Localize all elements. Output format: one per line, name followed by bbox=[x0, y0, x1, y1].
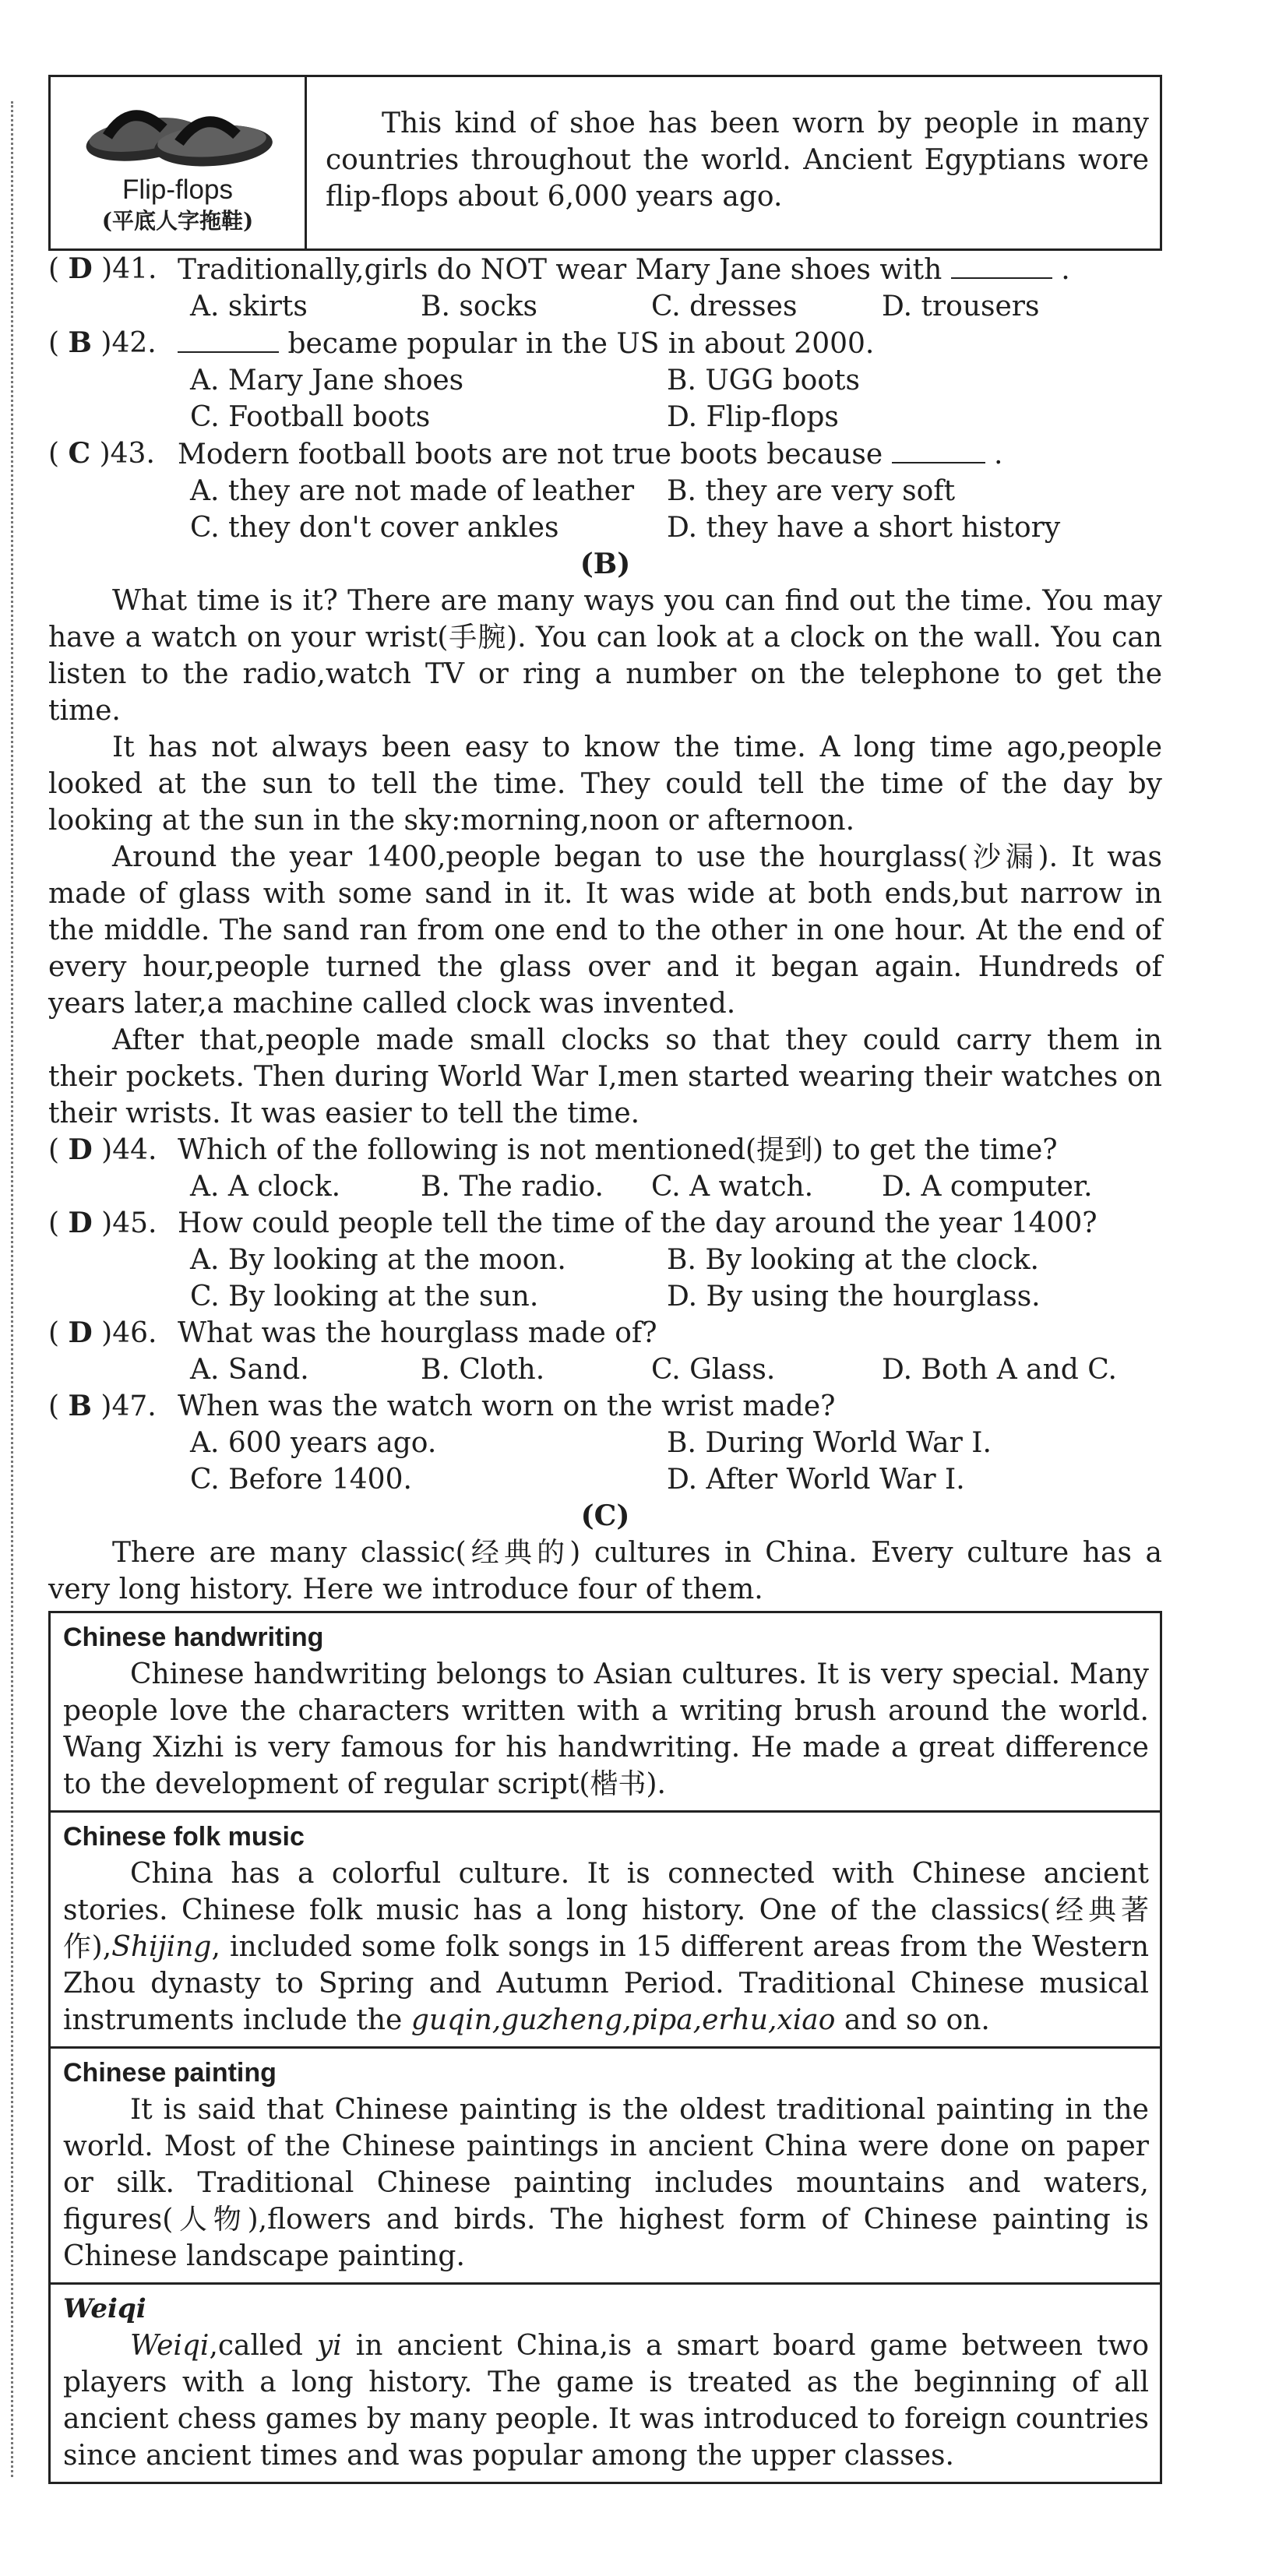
answer-bracket: ( D )46. bbox=[48, 1316, 157, 1349]
option: A. Mary Jane shoes bbox=[190, 365, 464, 396]
question-stem: Which of the following is not mentioned(提到) to get the time? bbox=[178, 1134, 1058, 1166]
worksheet-page bbox=[48, 75, 1162, 2484]
answer-bracket: ( B )42. bbox=[48, 326, 157, 359]
section-c-title: (C) bbox=[580, 1499, 630, 1532]
culture-text bbox=[63, 1855, 1149, 2039]
option: D. trousers bbox=[882, 291, 1040, 322]
question-45 bbox=[48, 1205, 1162, 1242]
question-number: 45 bbox=[112, 1207, 149, 1239]
text-run: in ancient China,is a smart board game between two players with a long history. The game is treated as the beginning of all ancient chess games by many people. It was introduced to foreign countries since ancient times and was popular among the upper classes. bbox=[63, 2330, 1150, 2472]
option: D. Both A and C. bbox=[882, 1354, 1117, 1386]
option: B. they are very soft bbox=[667, 475, 956, 507]
question-stem: When was the watch worn on the wrist made? bbox=[178, 1390, 836, 1422]
option: C. A watch. bbox=[651, 1171, 814, 1203]
question-stem: Modern football boots are not true boots because . bbox=[178, 435, 1002, 473]
question-number: 46 bbox=[112, 1317, 149, 1349]
answer-bracket: ( D )41. bbox=[48, 252, 157, 285]
culture-title: Chinese painting bbox=[63, 2058, 277, 2088]
option: B. Cloth. bbox=[421, 1354, 545, 1386]
question-stem: What was the hourglass made of? bbox=[178, 1317, 657, 1349]
text-run: and so on. bbox=[835, 2004, 990, 2036]
text-run: China has a colorful culture. It is connected with Chinese ancient stories. Chinese folk music has a long history. One of the classics(经典著作), bbox=[63, 1858, 1149, 1963]
option: A. A clock. bbox=[190, 1171, 341, 1203]
option: B. UGG boots bbox=[667, 365, 860, 396]
flip-flops-description: This kind of shoe has been worn by people in many countries throughout the world. Ancient Egyptians wore flip-flops about 6,000 years ago. bbox=[326, 107, 1149, 213]
culture-folk-music bbox=[51, 1813, 1160, 2049]
question-number: 47 bbox=[111, 1390, 148, 1422]
option: A. Sand. bbox=[190, 1354, 309, 1386]
culture-title: Chinese handwriting bbox=[63, 1623, 324, 1652]
answer-letter: C bbox=[68, 437, 91, 470]
answer-letter: D bbox=[68, 1316, 93, 1349]
culture-text bbox=[63, 2328, 1149, 2474]
question-44 bbox=[48, 1132, 1162, 1168]
option: A. skirts bbox=[190, 291, 308, 322]
question-42 bbox=[48, 325, 1162, 362]
answer-letter: D bbox=[68, 1133, 93, 1166]
question-number: 42 bbox=[111, 327, 148, 359]
question-number: 41 bbox=[112, 253, 149, 285]
question-number: 43 bbox=[110, 438, 146, 470]
flip-flops-image-cell bbox=[51, 77, 307, 248]
option: C. Glass. bbox=[651, 1354, 776, 1386]
option: C. Football boots bbox=[190, 401, 431, 433]
question-stem: Traditionally,girls do NOT wear Mary Jane shoes with . bbox=[178, 251, 1070, 288]
options-47 bbox=[48, 1425, 1162, 1498]
culture-handwriting bbox=[51, 1613, 1160, 1813]
answer-letter: B bbox=[68, 326, 92, 359]
option: C. Before 1400. bbox=[190, 1464, 412, 1496]
question-46 bbox=[48, 1315, 1162, 1351]
text-run: , included some folk songs in 15 different areas from the Western Zhou dynasty to Spring and Autumn Period. Traditional Chinese musical instruments include the bbox=[63, 1931, 1149, 2036]
flip-flops-chinese-label: (平底人字拖鞋) bbox=[101, 208, 254, 234]
culture-text: It is said that Chinese painting is the oldest traditional painting in the world. Most of the Chinese paintings in ancient China were done on paper or silk. Traditional Chinese painting includes mountains and waters, figures(人物),flowers and birds. The highest form of Chinese painting is Chinese landscape painting. bbox=[63, 2094, 1149, 2272]
question-47 bbox=[48, 1388, 1162, 1425]
question-stem: How could people tell the time of the day around the year 1400? bbox=[178, 1207, 1098, 1239]
flip-flops-label: Flip-flops bbox=[122, 174, 233, 205]
text-run: ,called bbox=[209, 2330, 317, 2362]
section-b-paragraph: Around the year 1400,people began to use the hourglass(沙漏). It was made of glass with some sand in it. It was wide at both ends,but narrow in the middle. The sand ran from one end to the other in one hour. At the end of every hour,people turned the glass over and it began again. Hundreds of years later,a machine called clock was invented. bbox=[48, 841, 1162, 1020]
page-margin-dotted-line bbox=[11, 101, 13, 2477]
culture-text: Chinese handwriting belongs to Asian cultures. It is very special. Many people love the characters written with a writing brush around the world. Wang Xizhi is very famous for his handwriting. He made a great difference to the development of regular script(楷书). bbox=[63, 1658, 1149, 1800]
answer-letter: B bbox=[68, 1390, 92, 1422]
text-run-italic: Shijing bbox=[111, 1931, 212, 1963]
section-b-paragraph: What time is it? There are many ways you can find out the time. You may have a watch on your wrist(手腕). You can look at a clock on the wall. You can listen to the radio,watch TV or ring a number on the telephone to get the time. bbox=[48, 585, 1162, 727]
option: C. By looking at the sun. bbox=[190, 1281, 539, 1313]
culture-weiqi bbox=[51, 2285, 1160, 2482]
cultures-table bbox=[48, 1611, 1162, 2484]
question-stem-text: became popular in the US in about 2000. bbox=[287, 328, 875, 360]
option: D. By using the hourglass. bbox=[667, 1281, 1041, 1313]
question-number: 44 bbox=[112, 1134, 149, 1166]
option: A. By looking at the moon. bbox=[190, 1244, 566, 1276]
question-stem-text: Traditionally,girls do NOT wear Mary Jane shoes with bbox=[178, 254, 942, 286]
options-43 bbox=[48, 473, 1162, 546]
options-42 bbox=[48, 362, 1162, 435]
question-stem bbox=[178, 325, 874, 362]
answer-bracket: ( C )43. bbox=[48, 437, 155, 470]
option: A. they are not made of leather bbox=[190, 475, 635, 507]
answer-letter: D bbox=[68, 1207, 93, 1239]
text-run-italic: yi bbox=[316, 2330, 342, 2362]
culture-title: Chinese folk music bbox=[63, 1822, 305, 1852]
answer-bracket: ( D )45. bbox=[48, 1207, 157, 1239]
answer-blank bbox=[892, 435, 985, 463]
option: D. Flip-flops bbox=[667, 401, 839, 433]
culture-title: Weiqi bbox=[63, 2293, 146, 2324]
answer-bracket: ( B )47. bbox=[48, 1390, 157, 1422]
option: B. During World War I. bbox=[667, 1427, 992, 1459]
option: B. The radio. bbox=[421, 1171, 604, 1203]
answer-blank bbox=[951, 251, 1052, 279]
option: A. 600 years ago. bbox=[190, 1427, 437, 1459]
question-41 bbox=[48, 251, 1162, 288]
options-45 bbox=[48, 1242, 1162, 1315]
option: D. A computer. bbox=[882, 1171, 1093, 1203]
options-44 bbox=[48, 1168, 1162, 1205]
option: D. they have a short history bbox=[667, 512, 1061, 544]
answer-bracket: ( D )44. bbox=[48, 1133, 157, 1166]
text-run-italic: Weiqi bbox=[130, 2330, 210, 2362]
flip-flops-icon bbox=[76, 83, 279, 174]
flip-flops-table bbox=[48, 75, 1162, 251]
question-stem-text: Modern football boots are not true boots because bbox=[178, 439, 883, 470]
section-b-paragraph: It has not always been easy to know the time. A long time ago,people looked at the sun to tell the time. They could tell the time of the day by looking at the sun in the sky:morning,noon or afternoon. bbox=[48, 731, 1162, 837]
culture-painting bbox=[51, 2049, 1160, 2285]
section-c-intro: There are many classic(经典的) cultures in China. Every culture has a very long history. Here we introduce four of them. bbox=[48, 1537, 1162, 1605]
answer-letter: D bbox=[68, 252, 93, 285]
answer-blank bbox=[178, 325, 279, 353]
option: C. dresses bbox=[651, 291, 798, 322]
option: D. After World War I. bbox=[667, 1464, 965, 1496]
section-b-title: (B) bbox=[580, 548, 631, 580]
options-41 bbox=[48, 288, 1162, 325]
options-46 bbox=[48, 1351, 1162, 1388]
option: C. they don't cover ankles bbox=[190, 512, 559, 544]
option: B. socks bbox=[421, 291, 537, 322]
question-43 bbox=[48, 435, 1162, 473]
option: B. By looking at the clock. bbox=[667, 1244, 1039, 1276]
section-b-paragraph: After that,people made small clocks so that they could carry them in their pockets. Then during World War I,men started wearing their watches on their wrists. It was easier to tell the time. bbox=[48, 1024, 1162, 1129]
text-run-italic: guqin,guzheng,pipa,erhu,xiao bbox=[410, 2004, 836, 2036]
